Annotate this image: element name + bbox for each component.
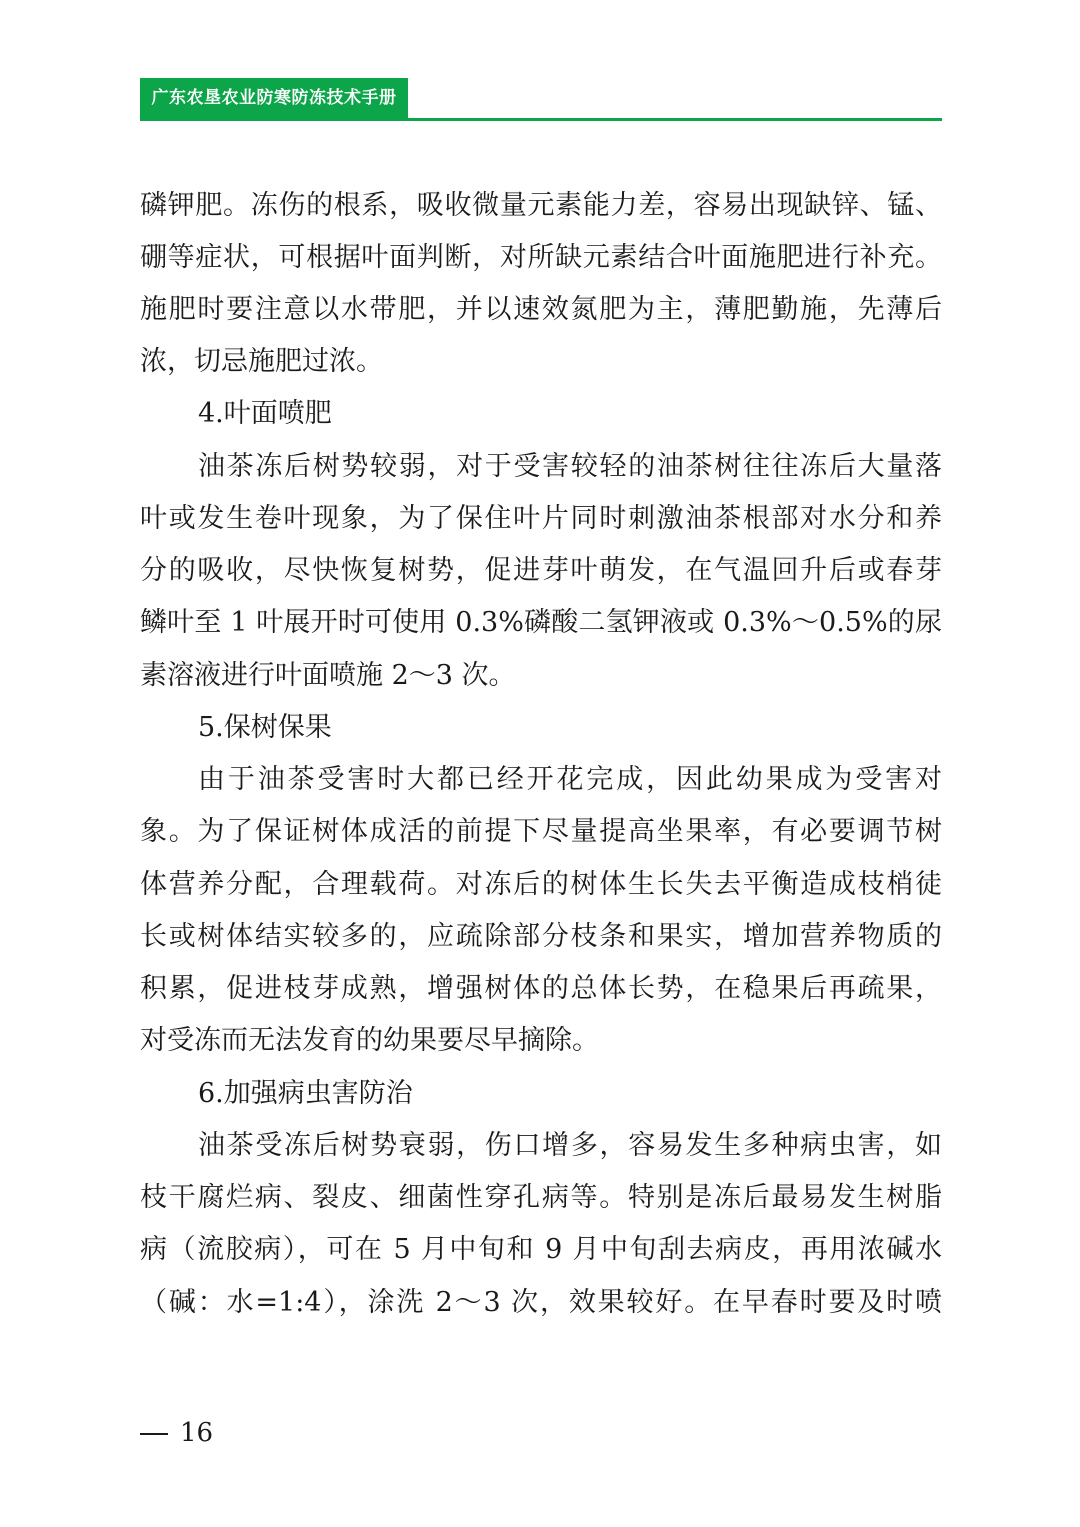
text-line: 分的吸收，尽快恢复树势，促进芽叶萌发，在气温回升后或春芽 (140, 555, 942, 586)
dash-icon (140, 1433, 168, 1435)
page-number (140, 1413, 213, 1453)
page-number-value: 16 (180, 1418, 214, 1448)
text-line: 体营养分配，合理载荷。对冻后的树体生长失去平衡造成枝梢徒 (140, 869, 942, 900)
text-line: 浓，切忌施肥过浓。 (140, 346, 383, 377)
text-line: 由于油茶受害时大都已经开花完成，因此幼果成为受害对 (198, 764, 942, 795)
text-line: 磷钾肥。冻伤的根系，吸收微量元素能力差，容易出现缺锌、锰、 (140, 190, 942, 221)
header-divider (140, 118, 942, 121)
text-line: 油茶受冻后树势衰弱，伤口增多，容易发生多种病虫害，如 (198, 1130, 942, 1161)
text-line: 施肥时要注意以水带肥，并以速效氮肥为主，薄肥勤施，先薄后 (140, 294, 942, 325)
text-line: 积累，促进枝芽成熟，增强树体的总体长势，在稳果后再疏果， (140, 973, 942, 1004)
text-line: 长或树体结实较多的，应疏除部分枝条和果实，增加营养物质的 (140, 921, 942, 952)
text-line: 叶或发生卷叶现象，为了保住叶片同时刺激油茶根部对水分和养 (140, 503, 942, 534)
running-header-title: 广东农垦农业防寒防冻技术手册 (140, 78, 408, 118)
section-heading: 6.加强病虫害防治 (198, 1078, 413, 1109)
text-line: （碱：水=1:4），涂洗 2～3 次，效果较好。在早春时要及时喷 (140, 1287, 942, 1318)
text-line: 素溶液进行叶面喷施 2～3 次。 (140, 660, 516, 691)
text-line: 油茶冻后树势较弱，对于受害较轻的油茶树往往冻后大量落 (198, 451, 942, 482)
text-line: 对受冻而无法发育的幼果要尽早摘除。 (140, 1025, 599, 1056)
text-line: 病（流胶病），可在 5 月中旬和 9 月中旬刮去病皮，再用浓碱水 (140, 1234, 942, 1265)
text-line: 象。为了保证树体成活的前提下尽量提高坐果率，有必要调节树 (140, 816, 942, 847)
text-line: 硼等症状，可根据叶面判断，对所缺元素结合叶面施肥进行补充。 (140, 242, 942, 273)
text-line: 鳞叶至 1 叶展开时可使用 0.3%磷酸二氢钾液或 0.3%～0.5%的尿 (140, 607, 942, 638)
section-heading: 4.叶面喷肥 (198, 398, 332, 429)
text-line: 枝干腐烂病、裂皮、细菌性穿孔病等。特别是冻后最易发生树脂 (140, 1182, 942, 1213)
section-heading: 5.保树保果 (198, 712, 332, 743)
